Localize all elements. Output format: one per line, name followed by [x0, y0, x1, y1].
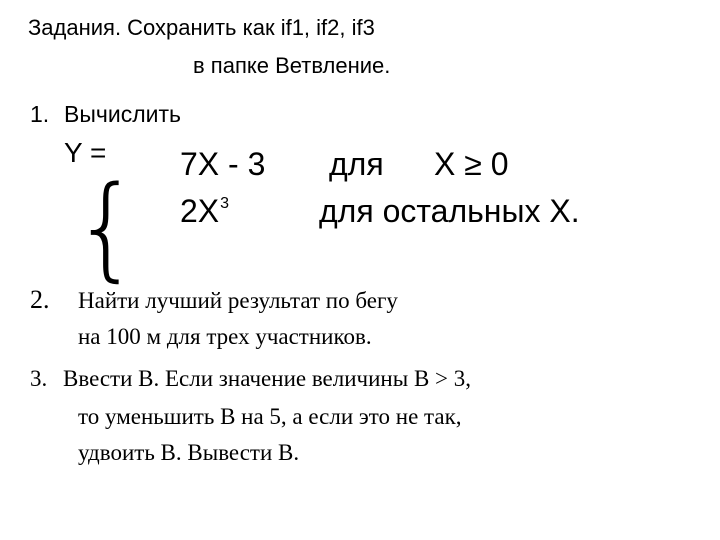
task1-number: 1. — [30, 101, 50, 127]
task3-line-2: то уменьшить B на 5, а если это не так, — [78, 404, 462, 429]
case2-exponent: 3 — [220, 195, 230, 212]
header-line-1: Задания. Сохранить как if1, if2, if3 — [28, 15, 375, 40]
task1-text: Вычислить — [64, 101, 181, 127]
task3-line-1: Ввести B. Если значение величины B > 3, — [63, 366, 472, 391]
case1-condition-word: для — [329, 146, 384, 182]
case2-condition: для остальных X. — [319, 193, 580, 229]
case1-relation: X ≥ 0 — [434, 146, 509, 182]
task2-line-2: на 100 м для трех участников. — [78, 324, 372, 349]
case2-expression — [180, 195, 229, 227]
task3-line-3: удвоить B. Вывести B. — [78, 440, 300, 465]
task3-number: 3. — [30, 366, 48, 391]
case2-base: 2X — [180, 193, 220, 229]
task1-y-label: Y = — [64, 137, 107, 168]
task2-number: 2. — [30, 285, 50, 314]
piecewise-brace: { — [72, 163, 141, 293]
header-line-2: в папке Ветвление. — [193, 53, 391, 78]
task2-line-1: Найти лучший результат по бегу — [78, 288, 398, 313]
case1-expression: 7X - 3 — [180, 146, 266, 182]
